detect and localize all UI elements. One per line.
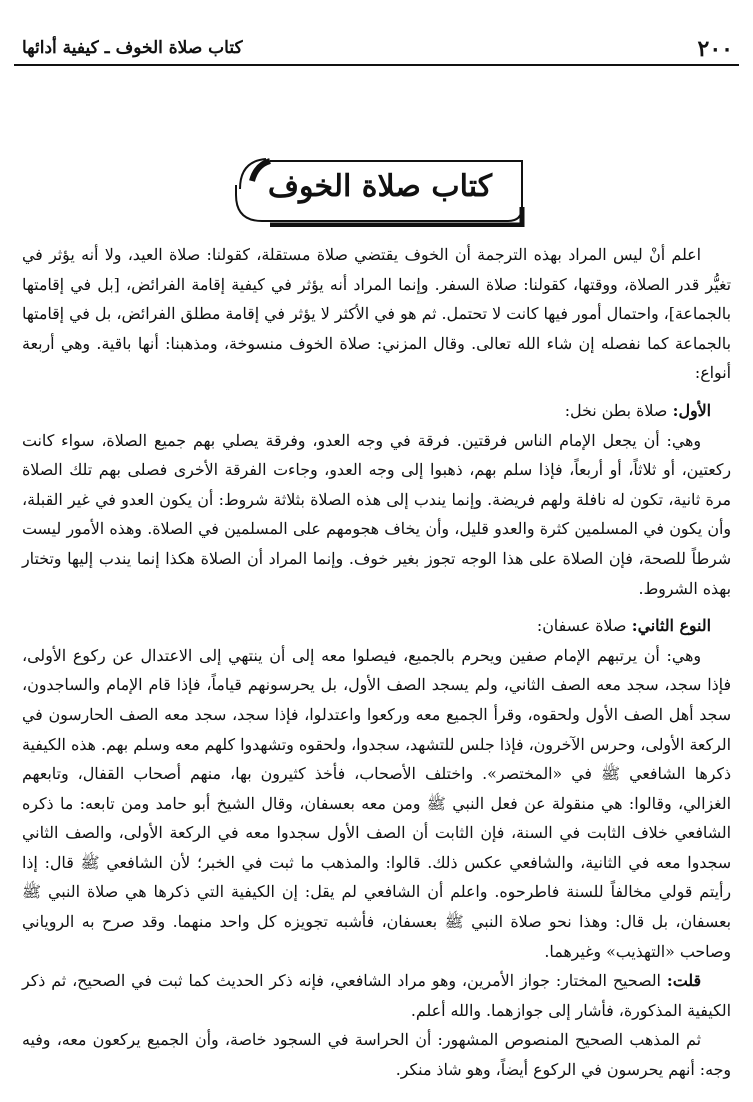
page-number: ٢٠٠ (697, 36, 733, 62)
page-header (14, 30, 739, 66)
first-body-paragraph: وهي: أن يجعل الإمام الناس فرقتين. فرقة في وجه العدو، وفرقة يصلي بهم جميع الصلاة، سواء كانت ركعتين، أو ثلاثاً، أو أربعاً، فإذا سلم بهم، ذهبوا إلى وجه العدو، وجاءت الفرقة الأخرى فصلى بهم تلك الصلاة مرة ثانية، تكون له نافلة ولهم فريضة. وإنما يندب إلى هذه الصلاة بثلاثة شروط: أن يكون العدو في غير القبلة، وأن يكون في المسلمين كثرة والعدو قليل، وأن يخاف هجومهم على المسلمين في الصلاة. وهذه الأمور ليست شرطاً للصحة، فإن الصلاة على هذا الوجه تجوز بغير خوف. وإنما المراد أن الصلاة هكذا إنما يندب إليها وتختار بهذه الشروط. (22, 430, 731, 598)
section-heading-second (22, 611, 731, 641)
chapter-title-frame (230, 155, 530, 227)
text-body (22, 240, 731, 1085)
second-title: صلاة عسفان: (536, 616, 627, 636)
second-body-paragraph: وهي: أن يرتبهم الإمام صفين ويحرم بالجميع، فيصلوا معه إلى أن ينتهي إلى الاعتدال عن ركوع الأولى، فإذا سجد، سجد معه الصف الثاني، ولم يسجد الصف الأول، بل يحرسونهم قياماً، فإذا قام الإمام والساجدون، سجد أهل الصف الأول ولحقوه، وقرأ الجميع معه وركعوا واعتدلوا، فإذا سجد، سجد معه الصف الحارسون في الركعة الأولى، وحرس الآخرون، فإذا جلس للتشهد، سجدوا، ولحقوه وتشهدوا كلهم معه وسلم بهم. هذه الكيفية ذكرها الشافعي ﷺ في «المختصر». واختلف الأصحاب، فأخذ كثيرون بها، منهم أصحاب القفال، وتابعهم الغزالي، وقالوا: هي منقولة عن فعل النبي ﷺ ومن معه بعسفان، وقال الشيخ أبو حامد ومن تابعه: ما ذكره الشافعي خلاف الثابت في السنة، فإن الثابت أن الصف الأول سجدوا معه في الركعة الأولى، والصف الثاني سجدوا معه في الثانية، والشافعي عكس ذلك. قالوا: والمذهب ما ثبت في الخبر؛ لأن الشافعي ﷺ قال: إذا رأيتم قولي مخالفاً للسنة فاطرحوه. واعلم أن الشافعي لم يقل: إن الكيفية التي ذكرها هي صلاة النبي ﷺ بعسفان، بل قال: وهذا نحو صلاة النبي ﷺ بعسفان، فأشبه تجويزه كل واحد منهما. وقد صرح به الروياني وصاحب «التهذيب» وغيرهما. (22, 645, 731, 961)
qultu-paragraph (22, 966, 731, 1025)
running-head: كتاب صلاة الخوف ـ كيفية أدائها (22, 38, 243, 58)
section-heading-first (22, 396, 731, 426)
final-paragraph: ثم المذهب الصحيح المنصوص المشهور: أن الحراسة في السجود خاصة، وأن الجميع يركعون معه، وفيه وجه: أنهم يحرسون في الركوع أيضاً، وهو شاذ منكر. (22, 1030, 731, 1080)
chapter-title: كتاب صلاة الخوف (267, 169, 493, 204)
qultu-label: قلت: (666, 971, 701, 991)
qultu-body: الصحيح المختار: جواز الأمرين، وهو مراد الشافعي، فإنه ذكر الحديث كما ثبت في الصحيح، ثم ذكر الكيفية المذكورة، فأشار إلى جوازهما. والله أعلم. (22, 971, 731, 1020)
first-label: الأول: (672, 400, 711, 420)
intro-paragraph: اعلم أنْ ليس المراد بهذه الترجمة أن الخوف يقتضي صلاة مستقلة، كقولنا: صلاة العيد، ولا أنه يؤثر في تغيُّر قدر الصلاة، ووقتها، كقولنا: صلاة السفر. وإنما المراد أنه يؤثر في كيفية إقامة الفرائض، [بل في إقامتها بالجماعة]، واحتمال أمور فيها كانت لا تحتمل. ثم هو في الأكثر لا يؤثر في إقامة مطلق الفرائض، بل في إقامتها بالجماعة كما نفصله إن شاء الله تعالى. وقال المزني: صلاة الخوف منسوخة، ومذهبنا: أنها باقية. وهي أربعة أنواع: (22, 245, 731, 383)
first-title: صلاة بطن نخل: (564, 400, 668, 420)
second-label: النوع الثاني: (631, 616, 711, 636)
